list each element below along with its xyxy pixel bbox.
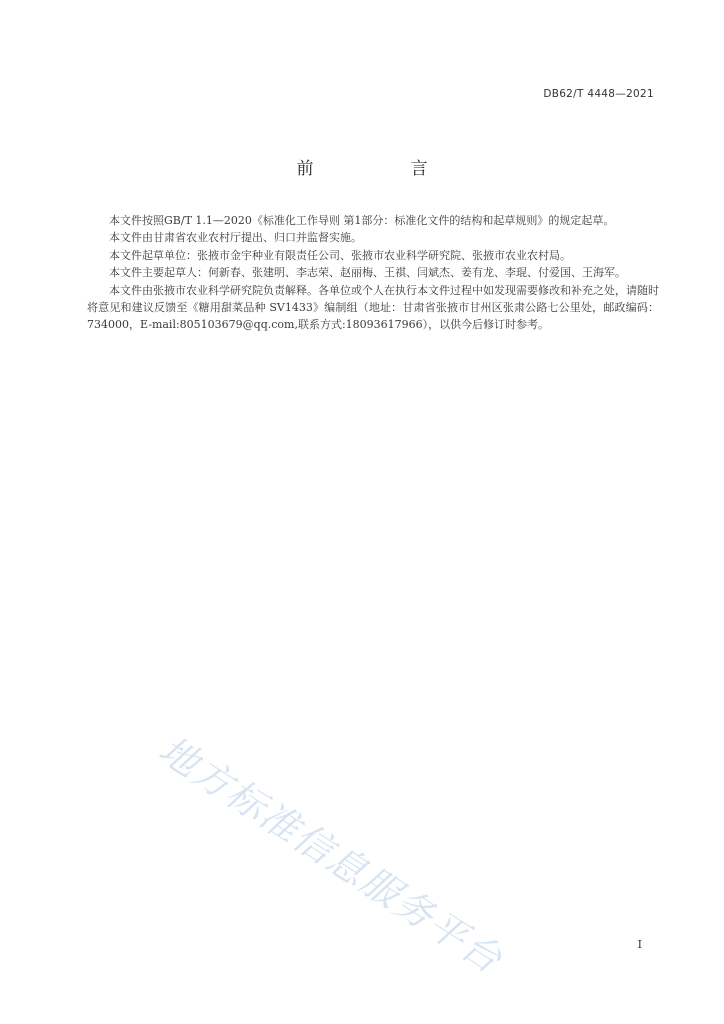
- foreword-body: [87, 212, 659, 334]
- paragraph-proposer: 本文件由甘肃省农业农村厅提出、归口并监督实施。: [109, 231, 362, 245]
- paragraph-interpretation: 本文件由张掖市农业科学研究院负责解释。各单位或个人在执行本文件过程中如发现需要修改和补充之处，请随时将意见和建议反馈至《糖用甜菜品种 SV1433》编制组（地址：甘肃省张掖市甘州区张肃公路七公里处，邮政编码：734000，E-mail:805103679@qq.com,联系方式:18093617966），以供今后修订时参考。: [87, 283, 659, 332]
- paragraph-drafters: 本文件主要起草人：何新春、张建明、李志荣、赵丽梅、王祺、闫斌杰、姜有龙、李琨、付爱国、王海军。: [109, 266, 626, 280]
- page-number: I: [637, 938, 642, 951]
- paragraph-drafting-basis: 本文件按照GB/T 1.1—2020《标准化工作导则 第1部分：标准化文件的结构和起草规则》的规定起草。: [109, 214, 615, 227]
- watermark: 地方标准信息服务平台: [151, 727, 511, 983]
- page-title: 前 言: [296, 159, 468, 179]
- paragraph-drafting-units: 本文件起草单位：张掖市金宇种业有限责任公司、张掖市农业科学研究院、张掖市农业农村局。: [109, 248, 571, 262]
- standard-code: DB62/T 4448—2021: [543, 88, 654, 100]
